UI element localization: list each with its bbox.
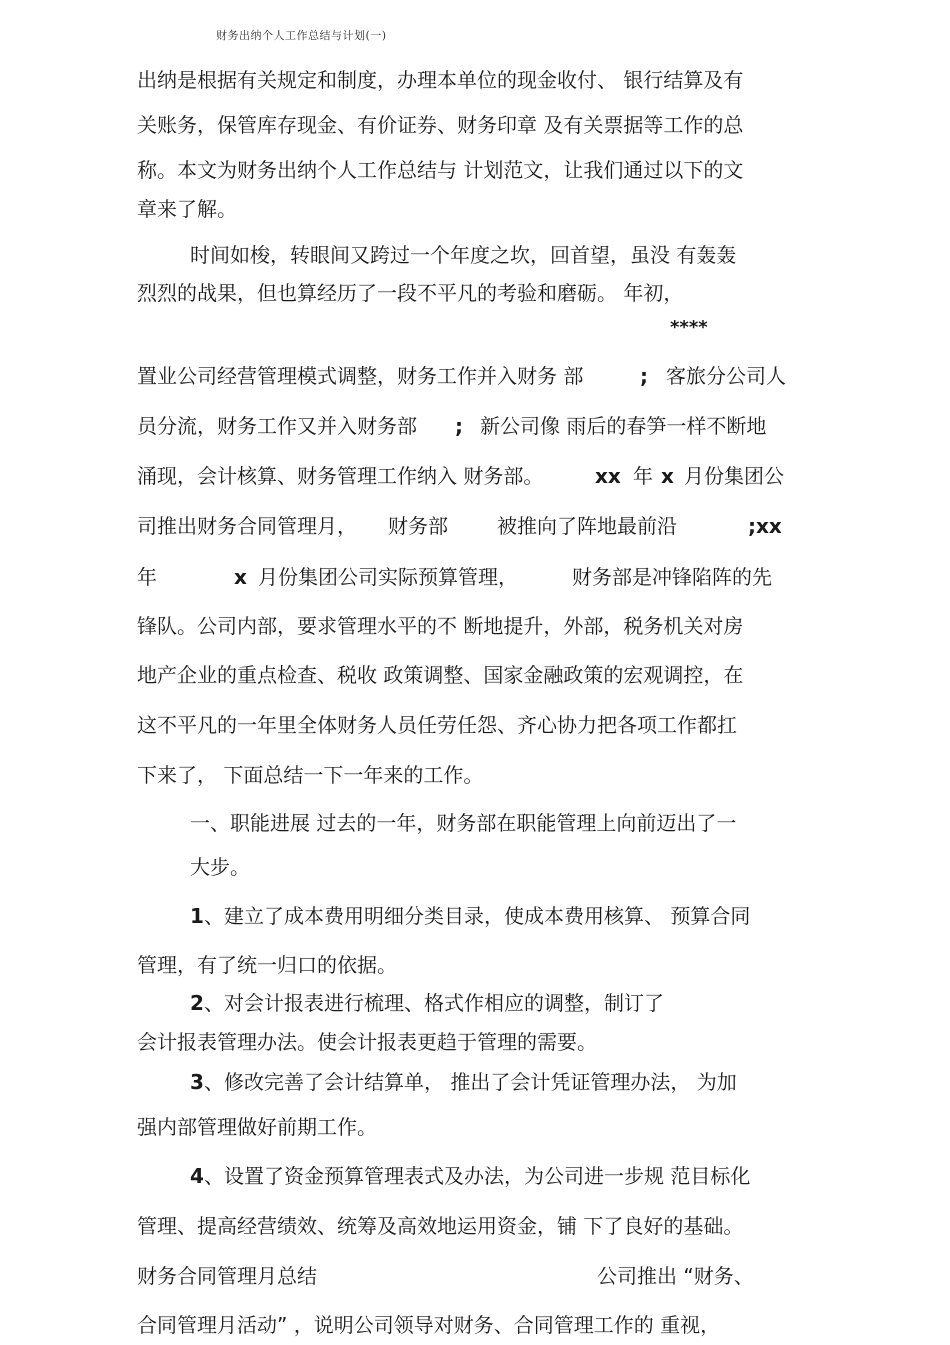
paragraph-line: 置业公司经营管理模式调整，财务工作并入财务 部 <box>137 364 584 388</box>
paragraph-line: 烈烈的战果，但也算经历了一段不平凡的考验和磨砺。 年初， <box>137 281 684 305</box>
paragraph-line: 客旅分公司人 <box>666 364 786 388</box>
section-heading: 一、职能进展 过去的一年，财务部在职能管理上向前迈出了一 <box>190 811 737 835</box>
item-number: 1 <box>190 904 204 928</box>
list-item: 、设置了资金预算管理表式及办法，为公司进一步规 范目标化 <box>204 1164 751 1188</box>
redacted-name: **** <box>670 317 708 338</box>
item-number: 2 <box>190 991 204 1015</box>
semicolon: ; <box>640 364 648 388</box>
list-item: 、对会计报表进行梳理、格式作相应的调整，制订了 <box>204 991 664 1015</box>
item-number: 4 <box>190 1164 204 1188</box>
paragraph-line: 年 <box>137 565 157 589</box>
paragraph-line: 关账务，保管库存现金、有价证券、财务印章 及有关票据等工作的总 <box>137 113 744 137</box>
placeholder-year: ;xx <box>748 514 782 538</box>
paragraph-line: 年 <box>633 464 653 488</box>
paragraph-line: 章来了解。 <box>137 197 237 221</box>
paragraph-line: 月份集团公 <box>684 464 784 488</box>
list-item: 管理，有了统一归口的依据。 <box>137 953 397 977</box>
list-item: 、修改完善了会计结算单， 推出了会计凭证管理办法， 为加 <box>204 1070 737 1094</box>
subsection-title: 财务合同管理月总结 <box>137 1264 317 1288</box>
list-item: 会计报表管理办法。使会计报表更趋于管理的需要。 <box>137 1030 597 1054</box>
paragraph-line: 这不平凡的一年里全体财务人员任劳任怨、齐心协力把各项工作都扛 <box>137 713 737 737</box>
paragraph-line: 司推出财务合同管理月， <box>137 514 357 538</box>
page-header: 财务出纳个人工作总结与计划(一) <box>216 29 387 42</box>
paragraph-line: 涌现，会计核算、财务管理工作纳入 财务部。 <box>137 464 544 488</box>
placeholder-month: x <box>234 565 247 589</box>
paragraph-line: 时间如梭，转眼间又跨过一个年度之坎，回首望，虽没 有轰轰 <box>190 243 737 267</box>
semicolon: ; <box>455 414 463 438</box>
paragraph-line: 合同管理月活动” ，说明公司领导对财务、合同管理工作的 重视， <box>137 1313 721 1337</box>
list-item: 强内部管理做好前期工作。 <box>137 1115 377 1139</box>
paragraph-line: 锋队。公司内部，要求管理水平的不 断地提升，外部，税务机关对房 <box>137 614 744 638</box>
paragraph-line: 地产企业的重点检查、税收 政策调整、国家金融政策的宏观调控，在 <box>137 663 744 687</box>
paragraph-line: 公司推出 “财务、 <box>597 1264 754 1288</box>
list-item: 、建立了成本费用明细分类目录，使成本费用核算、 预算合同 <box>204 904 751 928</box>
paragraph-line: 财务部 <box>388 514 448 538</box>
placeholder-year: xx <box>595 464 621 488</box>
paragraph-line: 下来了， 下面总结一下一年来的工作。 <box>137 763 484 787</box>
placeholder-month: x <box>661 464 674 488</box>
paragraph-line: 员分流，财务工作又并入财务部 <box>137 414 417 438</box>
paragraph-line: 出纳是根据有关规定和制度，办理本单位的现金收付、 银行结算及有 <box>137 68 744 92</box>
paragraph-line: 新公司像 雨后的春笋一样不断地 <box>480 414 767 438</box>
paragraph-line: 称。本文为财务出纳个人工作总结与 计划范文，让我们通过以下的文 <box>137 158 744 182</box>
item-number: 3 <box>190 1070 204 1094</box>
paragraph-line: 被推向了阵地最前沿 <box>497 514 677 538</box>
paragraph-line: 月份集团公司实际预算管理， <box>258 565 518 589</box>
paragraph-line: 财务部是冲锋陷阵的先 <box>572 565 772 589</box>
list-item: 管理、提高经营绩效、统筹及高效地运用资金，铺 下了良好的基础。 <box>137 1214 744 1238</box>
section-heading: 大步。 <box>190 855 250 879</box>
